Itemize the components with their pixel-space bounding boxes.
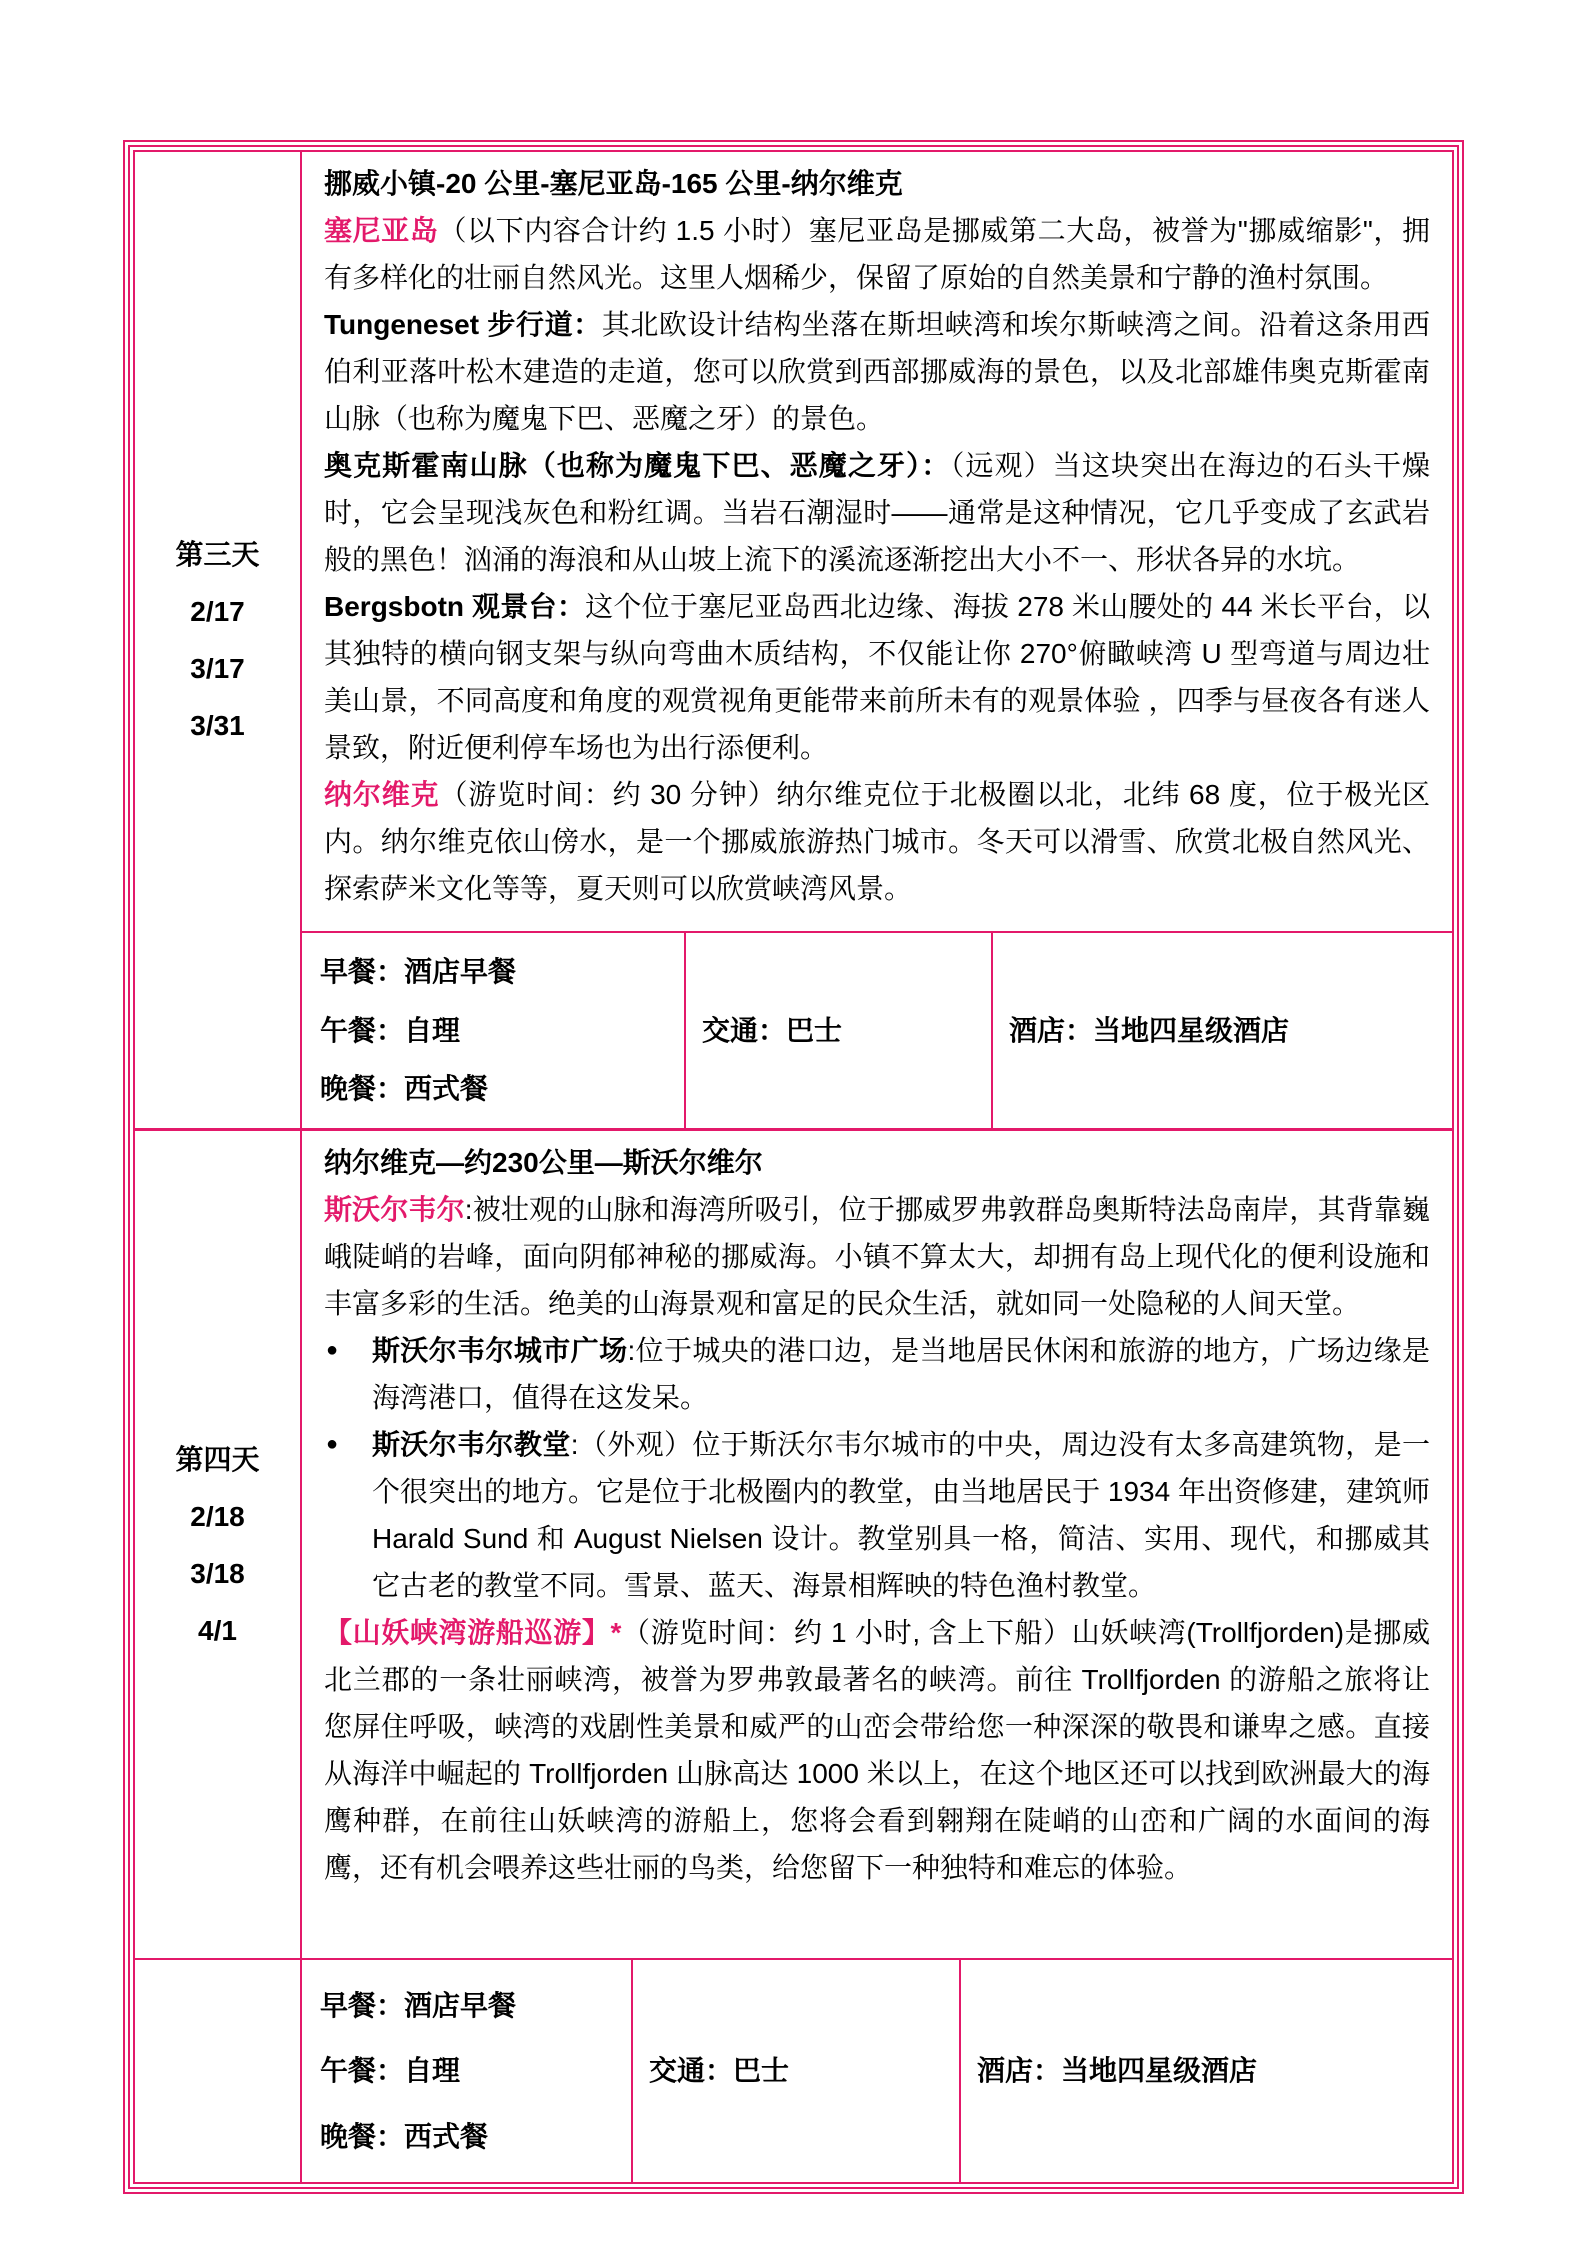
day3-paragraph-okshornan bbox=[324, 442, 1430, 583]
day3-dinner: 晚餐：西式餐 bbox=[320, 1073, 489, 1105]
day4-lunch: 午餐：自理 bbox=[320, 2055, 461, 2086]
poi-body: 其北欧设计结构坐落在斯坦峡湾和埃尔斯峡湾之间。沿着这条用西伯利亚落叶松木建造的走道，您可以欣赏到西部挪威海的景色，以及北部雄伟奥克斯霍南山脉（也称为魔鬼下巴、恶魔之牙）的景色。 bbox=[324, 309, 1430, 434]
day4-title: 第四天 bbox=[175, 1443, 260, 1475]
day3-date-1: 2/17 bbox=[190, 596, 245, 627]
poi-heading-senja: 塞尼亚岛 bbox=[324, 215, 439, 246]
poi-body: :（外观）位于斯沃尔韦尔城市的中央，周边没有太多高建筑物，是一个很突出的地方。它是位于北极圈内的教堂，由当地居民于 1934 年出资修建，建筑师 Harald Sund 和 August Nielsen 设计。教堂别具一格，简洁、实用、现代，和挪威其它古老的教堂不同。雪景、蓝天、海景相辉映的特色渔村教堂。 bbox=[372, 1429, 1430, 1601]
day3-hotel-cell bbox=[993, 933, 1452, 1131]
day4-dinner: 晚餐：西式餐 bbox=[320, 2120, 489, 2152]
day4-content-cell bbox=[302, 1131, 1452, 1960]
day4-hotel-cell bbox=[961, 1960, 1452, 2182]
day3-date-2: 3/17 bbox=[190, 653, 245, 684]
day3-lunch: 午餐：自理 bbox=[320, 1014, 461, 1046]
day4-bullet-church bbox=[324, 1421, 1430, 1609]
day4-date-3: 4/1 bbox=[198, 1614, 237, 1646]
poi-heading-church: 斯沃尔韦尔教堂 bbox=[372, 1429, 571, 1460]
poi-heading-narvik: 纳尔维克 bbox=[324, 779, 440, 810]
day4-date-1: 2/18 bbox=[190, 1500, 245, 1532]
day4-paragraph-svolvaer bbox=[324, 1186, 1430, 1327]
poi-body: :被壮观的山脉和海湾所吸引，位于挪威罗弗敦群岛奥斯特法岛南岸，其背靠巍峨陡峭的岩峰，面向阴郁神秘的挪威海。小镇不算太大，却拥有岛上现代化的便利设施和丰富多彩的生活。绝美的山海景观和富足的民众生活，就如同一处隐秘的人间天堂。 bbox=[324, 1194, 1430, 1319]
poi-body: 这个位于塞尼亚岛西北边缘、海拔 278 米山腰处的 44 米长平台，以其独特的横向钢支架与纵向弯曲木质结构，不仅能让你 270°俯瞰峡湾 U 型弯道与周边壮美山景，不同高度和角度的观赏视角更能带来前所未有的观景体验 ，四季与昼夜各有迷人景致，附近便利停车场也为出行添便利。 bbox=[324, 591, 1430, 763]
poi-heading-svolvaer: 斯沃尔韦尔 bbox=[324, 1194, 465, 1225]
poi-body: （游览时间：约 30 分钟）纳尔维克位于北极圈以北，北纬 68 度，位于极光区内。纳尔维克依山傍水，是一个挪威旅游热门城市。冬天可以滑雪、欣赏北极自然风光、探索萨米文化等等，夏天则可以欣赏峡湾风景。 bbox=[324, 779, 1430, 904]
day3-transport: 交通：巴士 bbox=[702, 1014, 843, 1046]
day3-route-heading bbox=[324, 160, 1430, 207]
day4-hotel: 酒店：当地四星级酒店 bbox=[977, 2055, 1258, 2086]
table-inner-border bbox=[128, 145, 1459, 2189]
day4-route-heading bbox=[324, 1139, 1430, 1186]
day3-transport-cell bbox=[686, 933, 993, 1131]
route-text: 纳尔维克—约230公里—斯沃尔维尔 bbox=[324, 1147, 763, 1178]
bullet-icon: ● bbox=[326, 1433, 339, 1455]
bullet-icon: ● bbox=[326, 1339, 339, 1361]
day4-bullet-town-square bbox=[324, 1327, 1430, 1421]
day4-meals-cell bbox=[302, 1960, 633, 2182]
day3-meals-cell bbox=[302, 933, 686, 1131]
poi-heading-okshornan: 奥克斯霍南山脉（也称为魔鬼下巴、恶魔之牙）： bbox=[324, 450, 951, 481]
day3-content-cell bbox=[302, 152, 1452, 933]
poi-heading-bergsbotn: Bergsbotn 观景台： bbox=[324, 591, 586, 622]
day3-hotel: 酒店：当地四星级酒店 bbox=[1009, 1014, 1290, 1046]
day3-paragraph-bergsbotn bbox=[324, 583, 1430, 771]
day4-empty-day-cell bbox=[135, 1960, 302, 2182]
route-text: 挪威小镇-20 公里-塞尼亚岛-165 公里-纳尔维克 bbox=[324, 168, 903, 199]
day4-paragraph-trollfjorden bbox=[324, 1609, 1430, 1891]
poi-heading-trollfjorden: 【山妖峡湾游船巡游】* bbox=[324, 1617, 622, 1648]
day3-breakfast: 早餐：酒店早餐 bbox=[320, 955, 517, 987]
poi-body: （以下内容合计约 1.5 小时）塞尼亚岛是挪威第二大岛，被誉为"挪威缩影"，拥有多样化的壮丽自然风光。这里人烟稀少，保留了原始的自然美景和宁静的渔村氛围。 bbox=[324, 215, 1430, 293]
day4-date-2: 3/18 bbox=[190, 1557, 245, 1589]
day3-paragraph-tungeneset bbox=[324, 301, 1430, 442]
day4-transport: 交通：巴士 bbox=[649, 2055, 790, 2086]
day3-date-3: 3/31 bbox=[190, 710, 245, 741]
day3-title: 第三天 bbox=[175, 539, 260, 570]
day3-paragraph-narvik bbox=[324, 771, 1430, 912]
poi-body: （远观）当这块突出在海边的石头干燥时，它会呈现浅灰色和粉红调。当岩石潮湿时——通常是这种情况，它几乎变成了玄武岩般的黑色！汹涌的海浪和从山坡上流下的溪流逐渐挖出大小不一、形状各异的水坑。 bbox=[324, 450, 1430, 575]
day4-label-cell bbox=[135, 1131, 302, 1960]
day3-label-cell bbox=[135, 152, 302, 1131]
poi-heading-tungeneset: Tungeneset 步行道： bbox=[324, 309, 602, 340]
table-grid bbox=[133, 150, 1454, 2184]
day4-transport-cell bbox=[633, 1960, 961, 2182]
day4-breakfast: 早餐：酒店早餐 bbox=[320, 1989, 517, 2021]
day3-paragraph-senja bbox=[324, 207, 1430, 301]
poi-heading-town-square: 斯沃尔韦尔城市广场 bbox=[372, 1335, 628, 1366]
poi-body: （游览时间：约 1 小时, 含上下船）山妖峡湾(Trollfjorden)是挪威北兰郡的一条壮丽峡湾，被誉为罗弗敦最著名的峡湾。前往 Trollfjorden 的游船之旅将让您屏住呼吸，峡湾的戏剧性美景和威严的山峦会带给您一种深深的敬畏和谦卑之感。直接从海洋中崛起的 Trollfjorden 山脉高达 1000 米以上，在这个地区还可以找到欧洲最大的海鹰种群，在前往山妖峡湾的游船上，您将会看到翱翔在陡峭的山峦和广阔的水面间的海鹰，还有机会喂养这些壮丽的鸟类，给您留下一种独特和难忘的体验。 bbox=[324, 1617, 1431, 1883]
poi-body: :位于城央的港口边，是当地居民休闲和旅游的地方，广场边缘是海湾港口，值得在这发呆。 bbox=[372, 1335, 1430, 1413]
itinerary-table bbox=[123, 140, 1464, 2194]
